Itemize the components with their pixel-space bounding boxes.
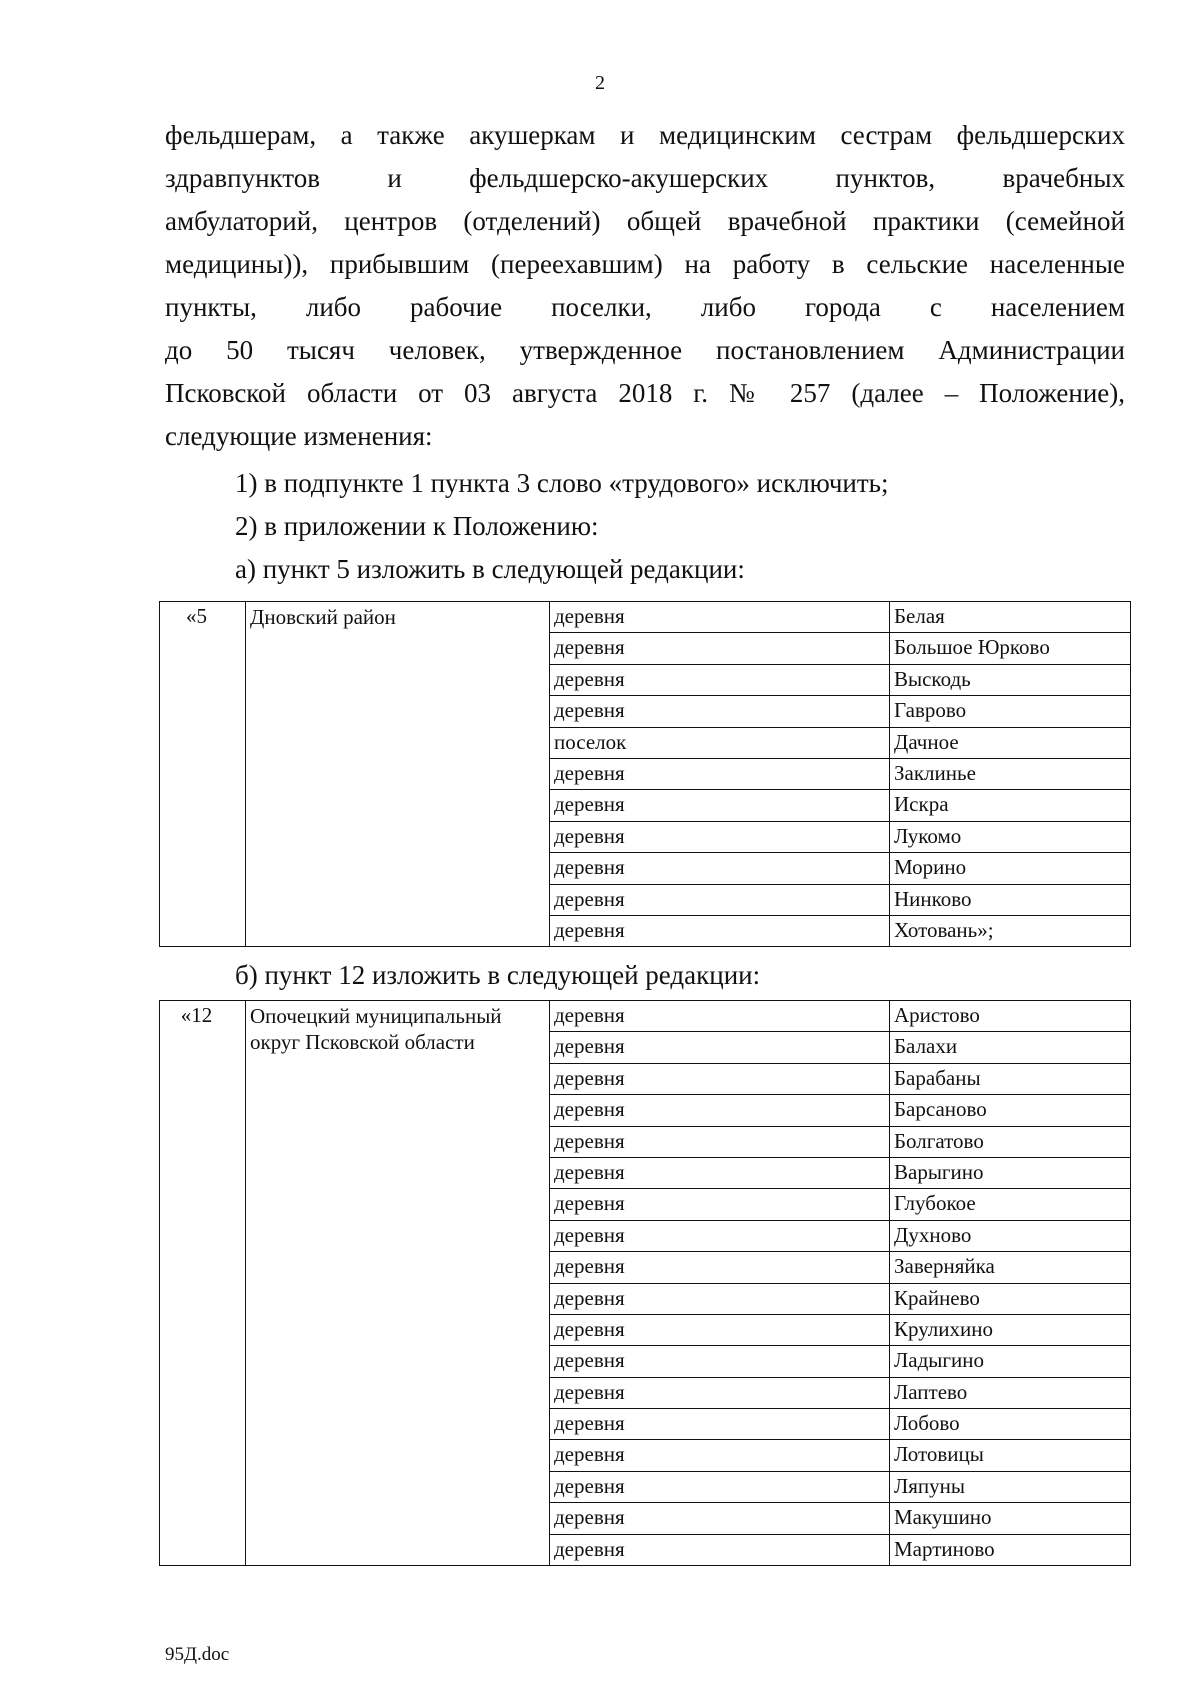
settlement-name: Барабаны bbox=[890, 1063, 1131, 1094]
settlement-type: деревня bbox=[550, 696, 890, 727]
settlement-name: Заверняйка bbox=[890, 1252, 1131, 1283]
settlement-type: деревня bbox=[550, 853, 890, 884]
settlement-type: деревня bbox=[550, 1126, 890, 1157]
settlement-type: деревня bbox=[550, 1409, 890, 1440]
settlement-name: Заклинье bbox=[890, 758, 1131, 789]
settlement-name: Балахи bbox=[890, 1032, 1131, 1063]
intro-line: до 50 тысяч человек, утвержденное постановлением Администрации bbox=[165, 335, 1125, 365]
intro-line: следующие изменения: bbox=[165, 421, 433, 451]
settlement-name: Аристово bbox=[890, 1001, 1131, 1032]
settlement-name: Лотовицы bbox=[890, 1440, 1131, 1471]
settlement-name: Макушино bbox=[890, 1503, 1131, 1534]
intro-line: здравпунктов и фельдшерско-акушерских пунктов, врачебных bbox=[165, 163, 1125, 193]
table-point-12 bbox=[159, 1000, 1131, 1566]
settlement-type: деревня bbox=[550, 1314, 890, 1345]
intro-line: Псковской области от 03 августа 2018 г. № 257 (далее – Положение), bbox=[165, 378, 1125, 408]
settlement-name: Морино bbox=[890, 853, 1131, 884]
settlement-name: Барсаново bbox=[890, 1095, 1131, 1126]
item-a: а) пункт 5 изложить в следующей редакции: bbox=[235, 554, 745, 584]
intro-line: пункты, либо рабочие поселки, либо города с населением bbox=[165, 292, 1125, 322]
settlement-type: деревня bbox=[550, 1032, 890, 1063]
settlement-name: Глубокое bbox=[890, 1189, 1131, 1220]
settlement-name: Большое Юрково bbox=[890, 633, 1131, 664]
settlement-name: Крулихино bbox=[890, 1314, 1131, 1345]
item-b: б) пункт 12 изложить в следующей редакции: bbox=[235, 960, 761, 990]
settlement-name: Крайнево bbox=[890, 1283, 1131, 1314]
district-cell bbox=[246, 602, 550, 947]
settlement-name: Нинково bbox=[890, 884, 1131, 915]
settlement-name: Ляпуны bbox=[890, 1471, 1131, 1502]
settlement-type: деревня bbox=[550, 915, 890, 946]
settlement-name: Варыгино bbox=[890, 1157, 1131, 1188]
settlement-name: Духново bbox=[890, 1220, 1131, 1251]
settlement-name: Болгатово bbox=[890, 1126, 1131, 1157]
settlement-type: деревня bbox=[550, 1220, 890, 1251]
intro-paragraph bbox=[165, 114, 1125, 458]
page-number: 2 bbox=[595, 72, 605, 94]
table-row bbox=[160, 602, 1131, 633]
settlement-type: деревня bbox=[550, 1534, 890, 1565]
item-1: 1) в подпункте 1 пункта 3 слово «трудового» исключить; bbox=[235, 468, 889, 498]
district-cell bbox=[246, 1001, 550, 1566]
intro-line: амбулаторий, центров (отделений) общей врачебной практики (семейной bbox=[165, 206, 1125, 236]
settlement-type: деревня bbox=[550, 1252, 890, 1283]
settlement-type: деревня bbox=[550, 1440, 890, 1471]
district-name-line: Дновский район bbox=[250, 605, 396, 629]
settlement-type: деревня bbox=[550, 884, 890, 915]
settlement-type: деревня bbox=[550, 1346, 890, 1377]
settlement-type: деревня bbox=[550, 1063, 890, 1094]
settlement-name: Дачное bbox=[890, 727, 1131, 758]
settlement-type: деревня bbox=[550, 633, 890, 664]
table-row bbox=[160, 1001, 1131, 1032]
item-number: «12 bbox=[160, 1001, 246, 1566]
settlement-name: Лобово bbox=[890, 1409, 1131, 1440]
settlement-type: деревня bbox=[550, 1095, 890, 1126]
settlement-name: Гаврово bbox=[890, 696, 1131, 727]
settlement-name: Белая bbox=[890, 602, 1131, 633]
settlement-name: Хотовань»; bbox=[890, 915, 1131, 946]
settlement-name: Лукомо bbox=[890, 821, 1131, 852]
item-2: 2) в приложении к Положению: bbox=[235, 511, 599, 541]
settlement-type: деревня bbox=[550, 1503, 890, 1534]
settlement-type: деревня bbox=[550, 1189, 890, 1220]
settlement-name: Выскодь bbox=[890, 664, 1131, 695]
settlement-name: Мартиново bbox=[890, 1534, 1131, 1565]
footer-filename: 95Д.doc bbox=[165, 1644, 230, 1665]
settlement-type: деревня bbox=[550, 1471, 890, 1502]
settlement-type: деревня bbox=[550, 664, 890, 695]
district-name-line: Опочецкий муниципальный bbox=[250, 1004, 502, 1028]
settlement-type: деревня bbox=[550, 1283, 890, 1314]
settlement-type: деревня bbox=[550, 1001, 890, 1032]
intro-line: медицины)), прибывшим (переехавшим) на работу в сельские населенные bbox=[165, 249, 1125, 279]
item-number: «5 bbox=[160, 602, 246, 947]
table-point-5 bbox=[159, 601, 1131, 947]
settlement-name: Искра bbox=[890, 790, 1131, 821]
intro-line: фельдшерам, а также акушеркам и медицинским сестрам фельдшерских bbox=[165, 120, 1125, 150]
settlement-type: деревня bbox=[550, 602, 890, 633]
settlement-type: поселок bbox=[550, 727, 890, 758]
district-name-line: округ Псковской области bbox=[250, 1030, 475, 1054]
settlement-name: Ладыгино bbox=[890, 1346, 1131, 1377]
settlement-type: деревня bbox=[550, 821, 890, 852]
settlement-type: деревня bbox=[550, 1157, 890, 1188]
settlement-type: деревня bbox=[550, 758, 890, 789]
settlement-name: Лаптево bbox=[890, 1377, 1131, 1408]
settlement-type: деревня bbox=[550, 790, 890, 821]
settlement-type: деревня bbox=[550, 1377, 890, 1408]
